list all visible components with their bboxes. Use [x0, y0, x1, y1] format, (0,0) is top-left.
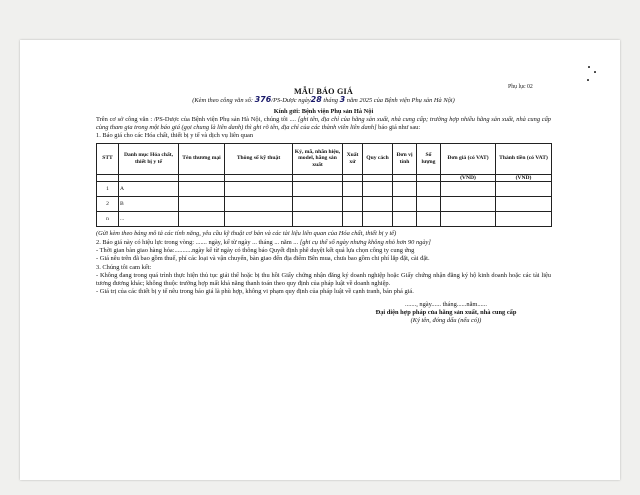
- col-trade-name: Tên thương mại: [179, 143, 225, 174]
- col-model: Ký, mã, nhãn hiệu, model, hãng sản xuất: [293, 143, 343, 174]
- section-2-price: - Giá nêu trên đã bao gồm thuế, phí các loại và vận chuyển, bàn giao đến địa điểm Bên mua, chưa bao gồm chi phí lắp đặt, cài đặt.: [96, 255, 430, 263]
- table-row: [97, 212, 552, 227]
- section-2-validity: [96, 239, 551, 247]
- table-unit-row: [97, 174, 552, 182]
- subtitle-suffix: năm 2025 của Bệnh viện Phụ sản Hà Nội): [346, 97, 455, 105]
- col-stt: STT: [97, 143, 119, 174]
- document-subtitle: [96, 96, 551, 105]
- subtitle-prefix: (Kèm theo công văn số:: [192, 97, 253, 105]
- row-name: B: [119, 197, 179, 212]
- validity-note: [ghi cụ thể số ngày nhưng không nhỏ hơn 90 ngày]: [299, 238, 431, 246]
- col-origin: Xuất xứ: [343, 143, 363, 174]
- intro-paragraph: [96, 116, 551, 133]
- subtitle-middle: /PS-Dược ngày: [271, 97, 311, 105]
- handwritten-month: 3: [339, 95, 346, 105]
- validity-line: 2. Báo giá này có hiệu lực trong vòng: ....... ngày, kể từ ngày ... tháng ... năm ...: [96, 238, 300, 246]
- table-row: [97, 197, 552, 212]
- intro-note: [ghi tên, địa chỉ của hãng sản xuất, nhà cung cấp; trường hợp nhiều hãng sản xuất, nhà cung cấp cùng tham gia trong một báo giá (gọi chung là liên danh) thì ghi rõ tên, địa chỉ của các thành viên liên danh]: [96, 115, 552, 132]
- unit-vnd-total: (VND): [496, 174, 552, 182]
- signature-block: [341, 301, 551, 326]
- commitment-2: - Giá trị của các thiết bị y tế nêu trong báo giá là phù hợp, không vi phạm quy định của pháp luật về cạnh tranh, bán phá giá.: [96, 288, 414, 296]
- col-packing: Quy cách: [363, 143, 393, 174]
- row-name: A: [119, 182, 179, 197]
- row-name: ...: [119, 212, 179, 227]
- col-unit: Đơn vị tính: [393, 143, 417, 174]
- table-header-row: [97, 143, 552, 174]
- scan-marks: [586, 64, 598, 84]
- col-category: Danh mục Hóa chất, thiết bị y tế: [119, 143, 179, 174]
- row-stt: 1: [97, 182, 119, 197]
- section-1-heading: 1. Báo giá cho các Hóa chất, thiết bị y tế và dịch vụ liên quan: [96, 132, 254, 140]
- handwritten-day: 28: [310, 95, 322, 105]
- intro-lead: Trên cơ sở công văn : /PS-Dược của Bệnh viện Phụ sản Hà Nội, chúng tôi ....: [96, 115, 298, 123]
- handwritten-doc-number: 376: [254, 95, 272, 105]
- signature-date: ......., ngày...... tháng......năm......: [405, 300, 487, 308]
- col-total: Thành tiền (có VAT): [496, 143, 552, 174]
- document-title: MẪU BÁO GIÁ: [293, 87, 354, 96]
- signature-representative: Đại diện hợp pháp của hãng sản xuất, nhà cung cấp: [375, 309, 517, 317]
- section-3-heading: 3. Chúng tôi cam kết:: [96, 263, 152, 271]
- signature-instruction: (Ký tên, đóng dấu (nếu có)): [410, 317, 482, 325]
- row-stt: 2: [97, 197, 119, 212]
- section-2-delivery: - Thời gian bàn giao hàng hóa:...........ngày kể từ ngày có thông báo Quyết định phê duyệt kết quả lựa chọn công ty cung ứng: [96, 246, 415, 254]
- commitment-1: - Không đang trong quá trình thực hiện thủ tục giải thể hoặc bị thu hồi Giấy chứng nhận đăng ký doanh nghiệp hoặc Giấy chứng nhận đăng ký hộ kinh doanh hoặc các tài liệu tương đương khác; không thuộc trường hợp mất khả năng thanh toán theo quy định của pháp luật về doanh nghiệp.: [96, 271, 551, 288]
- intro-tail: báo giá như sau:: [376, 124, 421, 132]
- subtitle-month-label: tháng: [323, 97, 338, 105]
- col-unit-price: Đơn giá (có VAT): [441, 143, 496, 174]
- recipient: Kính gửi: Bệnh viện Phụ sản Hà Nội: [273, 107, 374, 115]
- document-body: [96, 84, 551, 326]
- unit-vnd-price: (VND): [441, 174, 496, 182]
- col-specs: Thông số kỹ thuật: [225, 143, 293, 174]
- row-stt: n: [97, 212, 119, 227]
- table-note: (Gửi kèm theo bảng mô tả các tính năng, yêu cầu kỹ thuật cơ bản và các tài liệu liên quan của Hóa chất, thiết bị y tế): [96, 230, 397, 238]
- quote-table: [96, 143, 552, 228]
- col-quantity: Số lượng: [417, 143, 441, 174]
- appendix-label: Phụ lục 02: [508, 84, 533, 90]
- table-row: [97, 182, 552, 197]
